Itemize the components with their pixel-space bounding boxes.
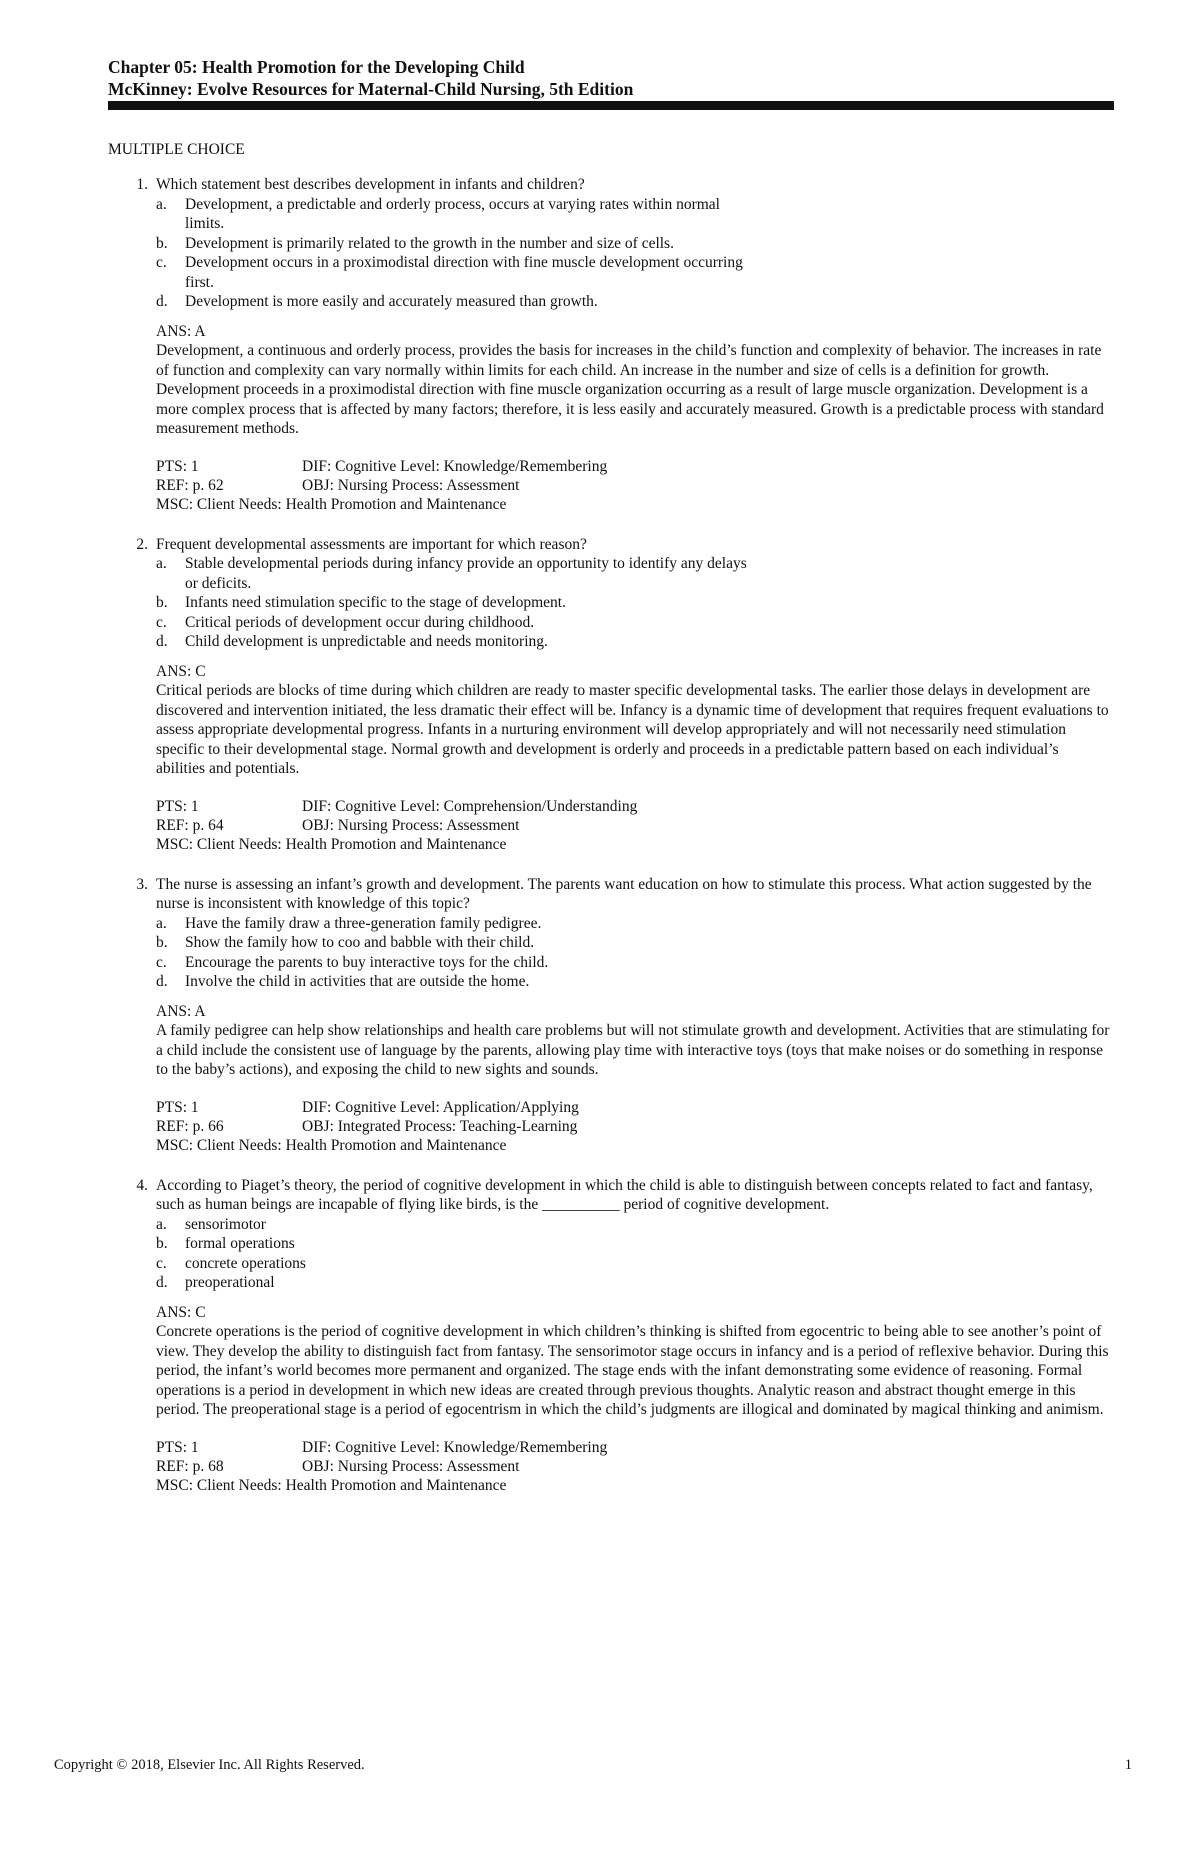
question-stem — [108, 1176, 1110, 1215]
option-list — [156, 195, 1110, 312]
page-footer — [54, 1757, 1132, 1774]
rationale: Development, a continuous and orderly process, provides the basis for increases in the child’s function and complexity of behavior. The increases in rate of function and complexity can vary normally within limits for each child. An increase in the number and size of cells is a definition for growth. Development proceeds in a proximodistal direction with fine muscle organization occurring as a result of large muscle organization. Development is a more complex process that is affected by many factors; therefore, it is less easily and accurately measured. Growth is a predictable process with standard measurement methods. — [156, 342, 1104, 437]
option-letter: b. — [156, 934, 168, 951]
header-rule — [108, 101, 1114, 110]
option-letter: c. — [156, 613, 167, 631]
option-text: Involve the child in activities that are outside the home. — [185, 973, 530, 990]
option-text: Encourage the parents to buy interactive toys for the child. — [185, 953, 549, 971]
question-4 — [108, 1176, 1110, 1495]
option-list — [156, 554, 1110, 652]
option-text: Development is primarily related to the growth in the number and size of cells. — [185, 234, 674, 252]
question-text: Frequent developmental assessments are important for which reason? — [156, 535, 587, 553]
question-3 — [108, 875, 1110, 1155]
option-b — [156, 593, 1110, 613]
book-title: McKinney: Evolve Resources for Maternal-Child Nursing, 5th Edition — [108, 79, 634, 99]
answer-key: ANS: C — [156, 662, 206, 680]
question-text: The nurse is assessing an infant’s growth and development. The parents want education on how to stimulate this process. What action suggested by the nurse is inconsistent with knowledge of this topic? — [156, 875, 1092, 912]
question-text: Which statement best describes development in infants and children? — [156, 176, 585, 193]
msc-label: MSC: Client Needs: Health Promotion and Maintenance — [156, 1476, 507, 1494]
option-letter: b. — [156, 1235, 168, 1252]
question-text: According to Piaget’s theory, the period of cognitive development in which the child is able to distinguish between concepts related to fact and fantasy, such as human beings are incapable of flying like birds, is the __________ period of cognitive development. — [156, 1176, 1093, 1213]
option-text: Infants need stimulation specific to the stage of development. — [185, 594, 566, 611]
option-a — [156, 1215, 1110, 1235]
option-letter: d. — [156, 973, 168, 990]
pts-label: PTS: 1 — [156, 1438, 199, 1456]
option-d — [156, 972, 1110, 992]
obj-label: OBJ: Integrated Process: Teaching-Learning — [302, 1117, 578, 1135]
answer-block — [156, 322, 1110, 514]
option-text: concrete operations — [185, 1254, 306, 1272]
question-metadata — [156, 1098, 1110, 1155]
option-d — [156, 632, 1110, 652]
answer-block — [156, 1002, 1110, 1155]
option-text: Have the family draw a three-generation family pedigree. — [185, 914, 542, 932]
option-letter: c. — [156, 1254, 167, 1272]
option-c — [156, 953, 1110, 973]
question-stem — [108, 875, 1110, 914]
ref-label: REF: p. 62 — [156, 476, 224, 494]
option-letter: c. — [156, 953, 167, 971]
option-letter: d. — [156, 633, 168, 650]
option-letter: d. — [156, 1274, 168, 1291]
obj-label: OBJ: Nursing Process: Assessment — [302, 1457, 520, 1475]
answer-block — [156, 662, 1110, 854]
rationale: Concrete operations is the period of cognitive development in which children’s thinking is shifted from egocentric to being able to see another’s point of view. They develop the ability to distinguish fact from fantasy. The sensorimotor stage occurs in infancy and is a period of reflexive behavior. During this period, the infant’s world becomes more permanent and organized. The stage ends with the infant demonstrating some evidence of reasoning. Formal operations is a period in development in which new ideas are created through previous thoughts. Analytic reason and abstract thought emerge in this period. The preoperational stage is a period of egocentrism in which the child’s judgments are illogical and dominated by magical thinking and animism. — [156, 1323, 1109, 1418]
option-text: preoperational — [185, 1274, 275, 1291]
option-text: formal operations — [185, 1235, 295, 1252]
dif-label: DIF: Cognitive Level: Knowledge/Remembering — [302, 1438, 608, 1456]
question-number: 2. — [136, 535, 148, 553]
question-2 — [108, 535, 1110, 854]
option-b — [156, 1234, 1110, 1254]
option-text: Stable developmental periods during infancy provide an opportunity to identify any delays or deficits. — [185, 555, 747, 592]
dif-label: DIF: Cognitive Level: Knowledge/Remembering — [302, 457, 608, 475]
pts-label: PTS: 1 — [156, 457, 199, 475]
answer-key: ANS: A — [156, 1002, 206, 1020]
question-metadata — [156, 797, 1110, 854]
msc-label: MSC: Client Needs: Health Promotion and Maintenance — [156, 1136, 507, 1154]
page-number: 1 — [1124, 1757, 1132, 1773]
rationale: A family pedigree can help show relationships and health care problems but will not stimulate growth and development. Activities that are stimulating for a child include the consistent use of language by the parents, allowing play time with interactive toys (toys that make noises or do something in response to the baby’s actions), and exposing the child to new sights and sounds. — [156, 1022, 1110, 1078]
option-a — [156, 914, 1110, 934]
obj-label: OBJ: Nursing Process: Assessment — [302, 476, 520, 494]
option-letter: b. — [156, 594, 168, 611]
option-letter: d. — [156, 293, 168, 310]
option-c — [156, 1254, 1110, 1274]
ref-label: REF: p. 66 — [156, 1117, 224, 1135]
option-text: sensorimotor — [185, 1215, 266, 1233]
question-1 — [108, 175, 1110, 514]
rationale: Critical periods are blocks of time during which children are ready to master specific developmental tasks. The earlier those delays in development are discovered and intervention initiated, the less dramatic their effect will be. Infancy is a dynamic time of development that requires frequent evaluations to assess appropriate developmental progress. Infants in a nurturing environment will develop appropriately and will not necessarily need stimulation specific to their developmental stage. Normal growth and development is orderly and proceeds in a predictable pattern based on each individual’s abilities and potentials. — [156, 682, 1109, 777]
option-list — [156, 1215, 1110, 1293]
question-metadata — [156, 457, 1110, 514]
option-d — [156, 1273, 1110, 1293]
option-text: Show the family how to coo and babble with their child. — [185, 934, 535, 951]
option-b — [156, 933, 1110, 953]
pts-label: PTS: 1 — [156, 1098, 199, 1116]
answer-key: ANS: A — [156, 322, 206, 340]
answer-key: ANS: C — [156, 1303, 206, 1321]
ref-label: REF: p. 68 — [156, 1457, 224, 1475]
option-c — [156, 613, 1110, 633]
copyright-text: Copyright © 2018, Elsevier Inc. All Rights Reserved. — [54, 1757, 365, 1773]
option-text: Critical periods of development occur during childhood. — [185, 613, 535, 631]
option-a — [156, 554, 1110, 593]
option-text: Child development is unpredictable and needs monitoring. — [185, 633, 548, 650]
option-text: Development occurs in a proximodistal direction with fine muscle development occurring first. — [185, 254, 743, 291]
msc-label: MSC: Client Needs: Health Promotion and Maintenance — [156, 495, 507, 513]
option-letter: c. — [156, 254, 167, 271]
option-d — [156, 292, 1110, 312]
option-a — [156, 195, 1110, 234]
option-letter: a. — [156, 914, 167, 932]
dif-label: DIF: Cognitive Level: Application/Applying — [302, 1098, 579, 1116]
question-number: 3. — [136, 875, 148, 893]
option-letter: a. — [156, 195, 167, 213]
ref-label: REF: p. 64 — [156, 816, 224, 834]
pts-label: PTS: 1 — [156, 797, 199, 815]
question-stem — [108, 175, 1110, 195]
page-header — [108, 56, 1110, 100]
option-letter: b. — [156, 234, 168, 252]
question-number: 4. — [136, 1176, 148, 1194]
section-title: MULTIPLE CHOICE — [108, 141, 245, 158]
option-list — [156, 914, 1110, 992]
obj-label: OBJ: Nursing Process: Assessment — [302, 816, 520, 834]
question-number: 1. — [136, 176, 148, 193]
option-text: Development, a predictable and orderly process, occurs at varying rates within normal limits. — [185, 195, 720, 232]
question-stem — [108, 535, 1110, 555]
option-letter: a. — [156, 555, 167, 572]
chapter-title: Chapter 05: Health Promotion for the Developing Child — [108, 57, 525, 77]
question-metadata — [156, 1438, 1110, 1495]
option-letter: a. — [156, 1215, 167, 1233]
option-b — [156, 234, 1110, 254]
question-list — [108, 175, 1110, 1516]
answer-block — [156, 1303, 1110, 1495]
option-text: Development is more easily and accurately measured than growth. — [185, 293, 598, 310]
option-c — [156, 253, 1110, 292]
dif-label: DIF: Cognitive Level: Comprehension/Understanding — [302, 797, 638, 815]
msc-label: MSC: Client Needs: Health Promotion and Maintenance — [156, 835, 507, 853]
